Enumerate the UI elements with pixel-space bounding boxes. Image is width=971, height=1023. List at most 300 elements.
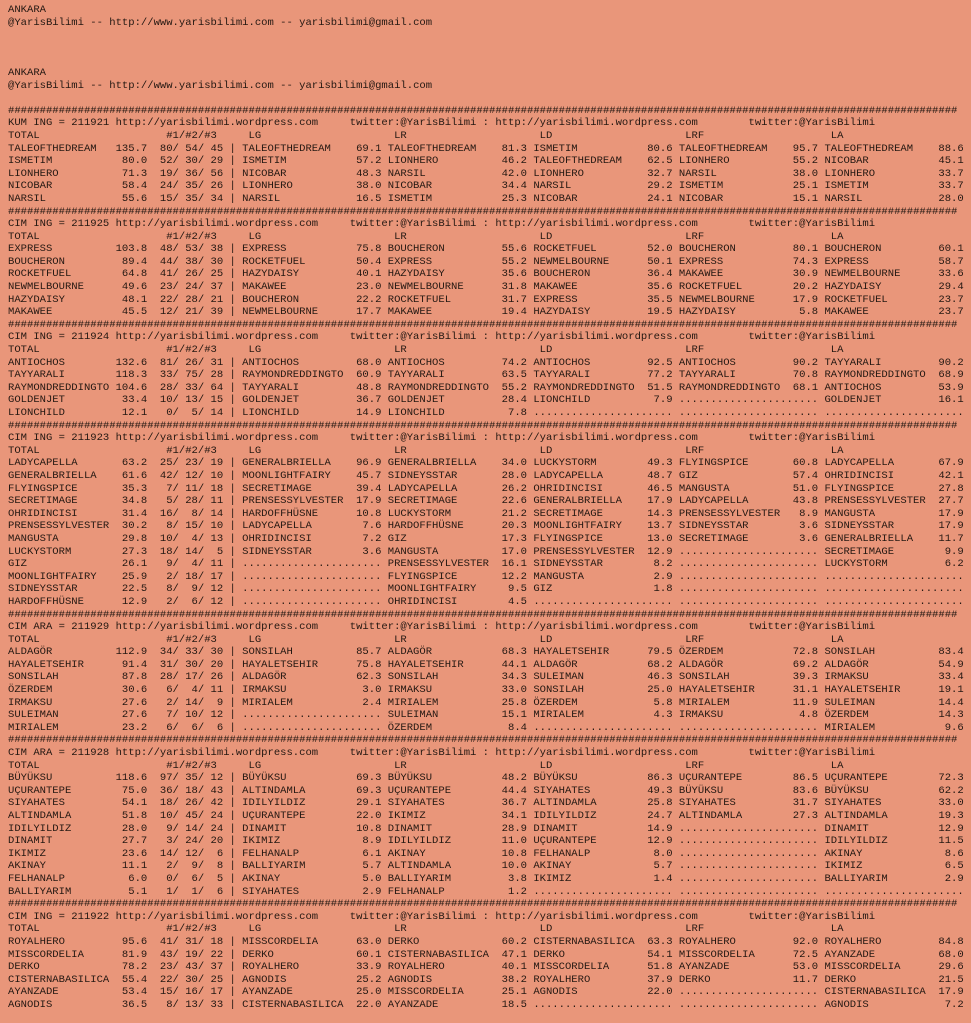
twitter-handle[interactable]: twitter:@YarisBilimi	[748, 218, 876, 231]
lrf-horse-name: EXPRESS	[678, 255, 724, 268]
la-horse-name: MIRIALEM	[824, 721, 876, 734]
la-score: 45.1	[938, 155, 964, 168]
lrf-horse-name: PRENSESSYLVESTER	[678, 507, 781, 520]
la-score: 29.6	[938, 961, 964, 974]
lrf-horse-name: UÇURANTEPE	[678, 772, 743, 785]
lg-horse-name: HAZYDAISY	[242, 268, 300, 281]
colon-separator: :	[482, 218, 490, 231]
ld-horse-name: TAYYARALI	[533, 369, 591, 382]
place-3-count: 6	[216, 847, 224, 860]
table-row	[8, 571, 971, 584]
separator: ######################################################################################################################################################	[8, 318, 958, 331]
separator: ######################################################################################################################################################	[8, 734, 958, 747]
lg-horse-name: AKINAY	[242, 872, 281, 885]
lrf-score: 20.2	[792, 281, 819, 294]
lg-horse-name: FELHANALP	[242, 847, 300, 860]
twitter-handle[interactable]: twitter:@YarisBilimi	[349, 218, 477, 231]
lrf-score: 60.8	[792, 457, 819, 470]
lrf-horse-name: BOUCHERON	[678, 243, 736, 256]
lg-score: 2.4	[362, 696, 382, 709]
column-divider: |	[229, 482, 236, 495]
place-2-count: 28	[185, 495, 198, 508]
site-link[interactable]: http://yarisbilimi.wordpress.com	[115, 331, 319, 344]
lr-horse-name: IRMAKSU	[387, 684, 433, 697]
slash: /	[172, 558, 179, 571]
blank-line	[8, 54, 971, 67]
total-score: 6.0	[128, 872, 148, 885]
header-places: #1/#2/#3	[166, 230, 217, 243]
ld-score: 37.9	[647, 973, 673, 986]
place-2-count: 35	[185, 180, 198, 193]
ld-score: 63.3	[647, 935, 673, 948]
place-2-count: 35	[185, 192, 198, 205]
site-link[interactable]: http://yarisbilimi.wordpress.com	[495, 331, 698, 344]
lrf-empty-slot: ......................	[678, 595, 819, 608]
ld-horse-name: ÖZERDEM	[533, 696, 578, 709]
place-2-count: 6	[191, 872, 198, 885]
lg-empty-slot: ......................	[242, 570, 382, 583]
table-row	[8, 835, 971, 848]
column-divider: |	[229, 658, 236, 671]
lg-horse-name: ANTIOCHOS	[242, 356, 300, 369]
site-link[interactable]: http://yarisbilimi.wordpress.com	[495, 747, 698, 760]
lrf-empty-slot: ......................	[678, 885, 819, 898]
column-divider: |	[229, 583, 236, 596]
lg-horse-name: NICOBAR	[242, 167, 287, 180]
lg-score: 10.8	[356, 822, 382, 835]
la-score: 23.7	[938, 293, 964, 306]
slash: /	[172, 155, 179, 168]
slash: /	[197, 595, 205, 608]
lrf-score: 83.6	[792, 784, 819, 797]
place-2-count: 4	[191, 684, 198, 697]
header-lr: LR	[394, 759, 407, 772]
lg-empty-slot: ......................	[242, 558, 382, 571]
twitter-handle[interactable]: twitter:@YarisBilimi	[748, 331, 876, 344]
total-score: 23.2	[121, 721, 148, 734]
header-total: TOTAL	[8, 633, 40, 646]
site-link[interactable]: http://yarisbilimi.wordpress.com	[115, 117, 319, 130]
la-horse-name: LIONHERO	[824, 167, 876, 180]
place-1-count: 10	[159, 394, 173, 407]
place-2-count: 5	[191, 407, 198, 419]
la-score: 17.9	[938, 520, 964, 533]
lg-horse-name: BÜYÜKSU	[242, 772, 287, 785]
place-1-count: 9	[166, 822, 173, 835]
table-row	[8, 243, 971, 256]
place-1-count: 2	[166, 860, 173, 873]
total-score: 29.8	[121, 532, 148, 545]
lrf-score: 31.7	[792, 797, 819, 810]
table-row	[8, 797, 971, 810]
slash: /	[172, 532, 179, 545]
la-horse-name: GOLDENJET	[824, 394, 882, 407]
total-score: 103.8	[115, 243, 148, 256]
horse-name: HAZYDAISY	[8, 293, 65, 306]
ld-horse-name: LADYCAPELLA	[533, 469, 603, 482]
lg-horse-name: SIDNEYSSTAR	[242, 545, 312, 558]
table-row	[8, 772, 971, 785]
place-3-count: 10	[210, 469, 224, 482]
la-score: 33.7	[938, 167, 964, 180]
table-row	[8, 533, 971, 546]
lg-score: 57.2	[356, 155, 382, 168]
slash: /	[172, 281, 179, 294]
column-divider: |	[229, 973, 236, 986]
table-row	[8, 281, 971, 294]
ld-score: 36.4	[647, 268, 673, 281]
lr-horse-name: LUCKYSTORM	[387, 507, 452, 520]
place-1-count: 2	[166, 696, 173, 709]
header-lr: LR	[394, 344, 407, 357]
lr-horse-name: AKINAY	[387, 847, 426, 860]
place-1-count: 43	[159, 948, 173, 961]
slash: /	[197, 457, 205, 470]
column-divider: |	[229, 407, 236, 419]
lrf-horse-name: MANGUSTA	[678, 482, 730, 495]
lr-horse-name: ANTIOCHOS	[387, 356, 445, 369]
place-1-count: 2	[166, 570, 173, 583]
blank-line	[8, 42, 971, 55]
column-header-line	[8, 231, 971, 244]
lr-score: 11.0	[501, 835, 527, 848]
table-row	[8, 936, 971, 949]
place-3-count: 11	[210, 495, 224, 508]
site-link[interactable]: http://yarisbilimi.wordpress.com	[115, 218, 319, 231]
place-3-count: 12	[210, 772, 224, 785]
lrf-horse-name: SIDNEYSSTAR	[678, 520, 749, 533]
race-title-line	[8, 331, 971, 344]
table-row	[8, 583, 971, 596]
twitter-handle[interactable]: twitter:@YarisBilimi	[349, 331, 477, 344]
lrf-score: 5.8	[799, 306, 819, 319]
race-title-line	[8, 218, 971, 231]
slash: /	[172, 407, 179, 419]
lrf-horse-name: NICOBAR	[678, 192, 724, 205]
lr-horse-name: HAYALETSEHIR	[387, 658, 464, 671]
table-row	[8, 180, 971, 193]
place-1-count: 18	[159, 797, 173, 810]
lg-score: 45.7	[356, 469, 382, 482]
horse-name: GOLDENJET	[8, 394, 65, 407]
place-1-count: 52	[159, 155, 173, 168]
horse-name: MIRIALEM	[8, 721, 59, 734]
place-1-count: 10	[159, 532, 173, 545]
horse-name: HARDOFFHÜSNE	[8, 595, 84, 608]
la-score: 33.7	[938, 180, 964, 193]
place-1-count: 7	[166, 709, 173, 722]
ld-horse-name: FLYINGSPICE	[533, 532, 603, 545]
ld-horse-name: ROCKETFUEL	[533, 243, 597, 256]
total-score: 118.3	[115, 369, 148, 382]
total-score: 75.0	[121, 784, 148, 797]
ld-score: 22.0	[647, 986, 673, 999]
column-divider: |	[229, 507, 236, 520]
separator-line	[8, 206, 971, 219]
lrf-score: 27.3	[792, 810, 819, 822]
table-row	[8, 659, 971, 672]
place-2-count: 23	[185, 457, 198, 470]
place-1-count: 34	[159, 646, 173, 659]
slash: /	[172, 180, 179, 193]
lr-horse-name: SULEIMAN	[387, 709, 439, 722]
table-row	[8, 646, 971, 659]
header-ld: LD	[539, 759, 553, 772]
place-2-count: 38	[185, 255, 198, 268]
la-horse-name: HAYALETSEHIR	[824, 684, 901, 697]
ld-score: 77.2	[647, 369, 673, 382]
lr-horse-name: BOUCHERON	[387, 243, 445, 256]
lr-score: 8.4	[507, 721, 527, 734]
table-row	[8, 785, 971, 798]
la-empty-slot: ......................	[824, 885, 964, 898]
column-divider: |	[229, 167, 236, 180]
column-divider: |	[229, 495, 236, 508]
ld-horse-name: ANTIOCHOS	[533, 356, 591, 369]
ld-score: 14.3	[647, 507, 673, 520]
colon-separator: :	[482, 432, 490, 445]
lg-score: 17.7	[356, 306, 382, 319]
header-la: LA	[830, 129, 844, 142]
twitter-handle[interactable]: twitter:@YarisBilimi	[748, 621, 876, 634]
column-divider: |	[229, 281, 236, 294]
la-horse-name: TAYYARALI	[824, 356, 882, 369]
total-score: 23.6	[121, 847, 148, 860]
lg-score: 3.0	[362, 684, 382, 697]
city-name: ANKARA	[8, 4, 46, 16]
lg-score: 69.3	[356, 772, 382, 785]
separator: ######################################################################################################################################################	[8, 898, 958, 911]
table-row	[8, 886, 971, 899]
column-divider: |	[229, 961, 236, 974]
horse-name: SULEIMAN	[8, 709, 59, 722]
lg-horse-name: AGNODIS	[242, 973, 287, 986]
place-1-count: 80	[159, 142, 173, 155]
twitter-handle[interactable]: twitter:@YarisBilimi	[349, 432, 477, 445]
site-link[interactable]: http://yarisbilimi.wordpress.com	[495, 621, 698, 634]
table-row	[8, 823, 971, 836]
lg-score: 48.8	[356, 381, 382, 394]
site-link[interactable]: http://yarisbilimi.wordpress.com	[495, 910, 698, 923]
lg-horse-name: NARSIL	[242, 192, 281, 205]
lrf-horse-name: SECRETIMAGE	[678, 532, 749, 545]
lrf-score: 15.1	[792, 192, 819, 205]
horse-name: PRENSESSYLVESTER	[8, 520, 110, 533]
ld-horse-name: PRENSESSYLVESTER	[533, 545, 635, 558]
header-lg: LG	[248, 923, 262, 936]
place-3-count: 10	[210, 520, 224, 533]
lrf-horse-name: ISMETIM	[678, 180, 724, 193]
lr-score: 28.9	[501, 822, 527, 835]
total-score: 49.6	[121, 281, 148, 294]
ld-horse-name: SONSILAH	[533, 684, 584, 697]
column-divider: |	[229, 772, 236, 785]
la-horse-name: IRMAKSU	[824, 671, 869, 684]
column-header-line	[8, 923, 971, 936]
place-3-count: 26	[210, 180, 224, 193]
lg-horse-name: SECRETIMAGE	[242, 482, 312, 495]
place-1-count: 15	[159, 192, 173, 205]
lr-horse-name: NARSIL	[387, 167, 426, 180]
lg-horse-name: SIYAHATES	[242, 885, 300, 898]
header-lrf: LRF	[685, 923, 705, 936]
slash: /	[172, 381, 179, 394]
slash: /	[197, 545, 205, 558]
lr-score: 40.1	[501, 961, 527, 974]
header-lg: LG	[248, 633, 262, 646]
lg-horse-name: IKIMIZ	[242, 835, 281, 848]
ld-score: 17.9	[647, 495, 673, 508]
header-la: LA	[830, 633, 844, 646]
lr-horse-name: IDILYILDIZ	[387, 835, 452, 848]
horse-name: DERKO	[8, 961, 40, 974]
slash: /	[172, 469, 179, 482]
lrf-score: 57.4	[792, 469, 819, 482]
twitter-handle[interactable]: twitter:@YarisBilimi	[349, 747, 477, 760]
site-link[interactable]: http://yarisbilimi.wordpress.com	[495, 218, 698, 231]
slash: /	[172, 520, 179, 533]
twitter-handle[interactable]: twitter:@YarisBilimi	[349, 910, 477, 923]
header-la: LA	[830, 759, 844, 772]
lr-horse-name: PRENSESSYLVESTER	[387, 558, 490, 571]
colon-separator: :	[482, 621, 490, 634]
ld-horse-name: SECRETIMAGE	[533, 507, 603, 520]
lg-horse-name: IDILYILDIZ	[242, 797, 306, 810]
lr-horse-name: MIRIALEM	[387, 696, 439, 709]
horse-name: TAYYARALI	[8, 369, 65, 382]
place-3-count: 25	[210, 268, 224, 281]
la-score: 7.2	[944, 998, 964, 1011]
total-score: 48.1	[121, 293, 148, 306]
la-score: 42.1	[938, 469, 964, 482]
la-horse-name: MAKAWEE	[824, 306, 869, 319]
la-score: 68.0	[938, 948, 964, 961]
place-2-count: 75	[185, 369, 198, 382]
lr-horse-name: SONSILAH	[387, 671, 439, 684]
lg-horse-name: SONSILAH	[242, 646, 293, 659]
column-header-line	[8, 760, 971, 773]
ld-score: 80.6	[647, 142, 673, 155]
la-horse-name: ROCKETFUEL	[824, 293, 888, 306]
lg-score: 38.0	[356, 180, 382, 193]
place-2-count: 26	[185, 268, 198, 281]
lg-score: 5.7	[362, 860, 382, 873]
separator: ######################################################################################################################################################	[8, 104, 958, 117]
slash: /	[172, 671, 179, 684]
lg-horse-name: OHRIDINCISI	[242, 532, 312, 545]
lrf-score: 3.6	[799, 520, 819, 533]
column-divider: |	[229, 520, 236, 533]
site-link[interactable]: http://yarisbilimi.wordpress.com	[115, 747, 319, 760]
lr-score: 31.7	[501, 293, 527, 306]
table-row	[8, 193, 971, 206]
column-divider: |	[229, 646, 236, 659]
site-link[interactable]: http://yarisbilimi.wordpress.com	[115, 621, 319, 634]
lg-horse-name: LIONCHILD	[242, 407, 300, 419]
place-2-count: 4	[191, 558, 198, 571]
place-1-count: 6	[166, 684, 173, 697]
ld-horse-name: AKINAY	[533, 860, 572, 873]
ld-score: 32.7	[647, 167, 673, 180]
lr-horse-name: SECRETIMAGE	[387, 495, 458, 508]
column-divider: |	[229, 810, 236, 822]
twitter-handle[interactable]: twitter:@YarisBilimi	[748, 910, 876, 923]
lrf-horse-name: ROYALHERO	[678, 935, 736, 948]
lrf-score: 72.5	[792, 948, 819, 961]
lg-horse-name: RAYMONDREDDINGTO	[242, 369, 344, 382]
slash: /	[197, 797, 205, 810]
site-link[interactable]: http://yarisbilimi.wordpress.com	[115, 432, 319, 445]
ld-score: 29.2	[647, 180, 673, 193]
twitter-handle[interactable]: twitter:@YarisBilimi	[748, 432, 876, 445]
la-horse-name: NARSIL	[824, 192, 863, 205]
column-divider: |	[229, 721, 236, 734]
la-horse-name: GENERALBRIELLA	[824, 532, 914, 545]
twitter-handle[interactable]: twitter:@YarisBilimi	[349, 117, 477, 130]
place-1-count: 81	[159, 356, 173, 369]
site-link[interactable]: http://yarisbilimi.wordpress.com	[115, 910, 319, 923]
city-line	[8, 4, 971, 17]
twitter-handle[interactable]: twitter:@YarisBilimi	[349, 621, 477, 634]
slash: /	[172, 457, 179, 470]
la-horse-name: AGNODIS	[824, 998, 869, 1011]
slash: /	[172, 696, 179, 709]
twitter-handle[interactable]: twitter:@YarisBilimi	[748, 747, 876, 760]
lg-score: 7.2	[362, 532, 382, 545]
slash: /	[197, 810, 205, 822]
slash: /	[197, 696, 205, 709]
la-horse-name: MANGUSTA	[824, 507, 876, 520]
lr-score: 22.6	[501, 495, 527, 508]
ld-horse-name: OHRIDINCISI	[533, 482, 603, 495]
site-link[interactable]: http://yarisbilimi.wordpress.com	[495, 117, 698, 130]
la-score: 33.4	[938, 671, 964, 684]
la-score: 9.6	[944, 721, 964, 734]
slash: /	[197, 986, 205, 999]
lg-score: 39.4	[356, 482, 382, 495]
lr-score: 44.4	[501, 784, 527, 797]
slash: /	[197, 885, 205, 898]
ld-score: 1.4	[653, 872, 673, 885]
twitter-handle[interactable]: twitter:@YarisBilimi	[748, 117, 876, 130]
ld-horse-name: TALEOFTHEDREAM	[533, 155, 622, 168]
place-3-count: 30	[210, 255, 224, 268]
lr-score: 10.0	[501, 860, 527, 873]
lr-horse-name: LIONHERO	[387, 155, 439, 168]
slash: /	[197, 646, 205, 659]
total-score: 118.6	[115, 772, 148, 785]
la-score: 54.9	[938, 658, 964, 671]
slash: /	[197, 570, 205, 583]
la-score: 2.9	[944, 872, 964, 885]
place-3-count: 24	[210, 822, 224, 835]
la-score: 23.7	[938, 306, 964, 319]
lrf-empty-slot: ......................	[678, 394, 819, 407]
total-score: 27.7	[121, 835, 148, 848]
ld-horse-name: DINAMIT	[533, 822, 578, 835]
column-divider: |	[229, 860, 236, 873]
la-horse-name: SONSILAH	[824, 646, 876, 659]
slash: /	[197, 255, 205, 268]
lg-score: 17.9	[356, 495, 382, 508]
ld-horse-name: LUCKYSTORM	[533, 457, 597, 470]
lr-score: 33.0	[501, 684, 527, 697]
header-places: #1/#2/#3	[166, 129, 217, 142]
site-link[interactable]: http://yarisbilimi.wordpress.com	[495, 432, 698, 445]
lrf-score: 70.8	[792, 369, 819, 382]
ld-horse-name: NEWMELBOURNE	[533, 255, 610, 268]
place-2-count: 26	[185, 356, 198, 369]
